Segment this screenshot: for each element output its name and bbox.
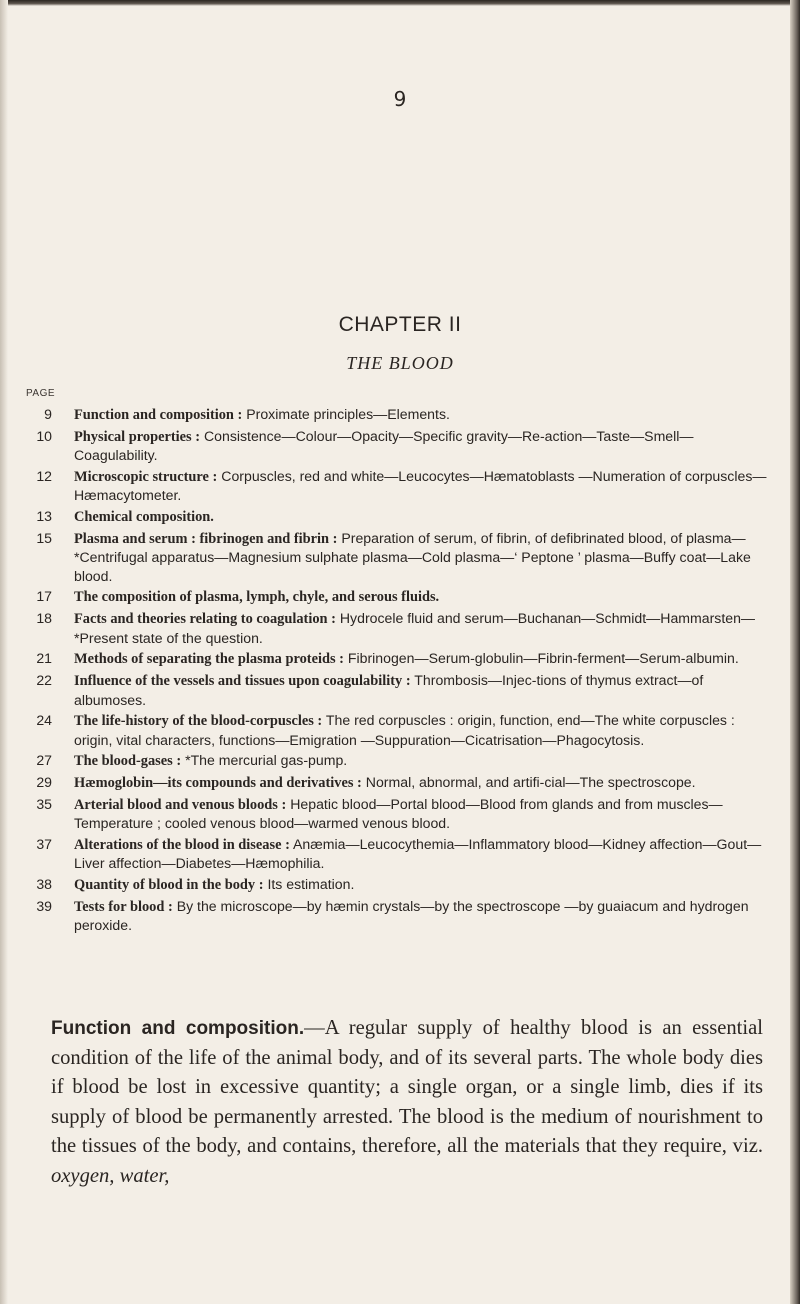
toc-entry-page: 27 bbox=[36, 752, 52, 769]
toc-entry-heading: Hæmoglobin—its compounds and derivatives : bbox=[74, 775, 362, 792]
paragraph-text: —A regular supply of healthy blood is an essential condition of the life of the animal body, and of its several parts. The whole body dies if blood be lost in excessive quantity; a single organ, or a single limb, dies if its supply of blood be permanently arrested. The blood is the medium of nourishment to the tissues of the body, and contains, therefore, all the materials that they require, viz. bbox=[51, 1017, 763, 1158]
toc-entry-heading: Methods of separating the plasma proteids : bbox=[74, 651, 344, 668]
body-paragraph bbox=[51, 1014, 763, 1192]
toc-entry-heading: The blood-gases : bbox=[74, 753, 182, 770]
toc-page-column-label: PAGE bbox=[26, 388, 56, 399]
chapter-title: CHAPTER II bbox=[338, 313, 462, 336]
toc-entry bbox=[30, 427, 770, 465]
paragraph-italic-text: oxygen, water, bbox=[51, 1164, 170, 1187]
toc-entry-text: Hydrocele fluid and serum—Buchanan—Schmidt—Hammarsten—*Present state of the question. bbox=[74, 610, 756, 646]
toc-entry-page: 29 bbox=[36, 774, 52, 791]
run-in-heading: Function and composition. bbox=[51, 1018, 305, 1039]
page-top-edge bbox=[0, 0, 800, 6]
toc-entry-text: Its estimation. bbox=[267, 876, 355, 893]
toc-entry bbox=[30, 711, 770, 749]
toc-entry-text: Consistence—Colour—Opacity—Specific gravity—Re-action—Taste—Smell—Coagulability. bbox=[74, 427, 694, 464]
toc-entry-text: Normal, abnormal, and artifi-cial—The spectroscope. bbox=[365, 774, 696, 791]
toc-entry-text: Hepatic blood—Portal blood—Blood from glands and from muscles—Temperature ; cooled venous blood—warmed venous blood. bbox=[74, 795, 723, 832]
toc-entry bbox=[30, 405, 770, 425]
toc-entry-heading: Microscopic structure : bbox=[74, 468, 218, 485]
toc-entry-heading: Facts and theories relating to coagulation : bbox=[74, 611, 336, 628]
toc-entry-page: 37 bbox=[36, 835, 52, 852]
toc-entry-page: 18 bbox=[36, 610, 52, 627]
toc-entry-page: 12 bbox=[36, 467, 52, 484]
toc-entry-page: 13 bbox=[36, 508, 52, 525]
toc-entry-text: Fibrinogen—Serum-globulin—Fibrin-ferment—Serum-albumin. bbox=[347, 650, 739, 667]
toc-entry-page: 22 bbox=[36, 672, 52, 688]
toc-entry-heading: Quantity of blood in the body : bbox=[74, 877, 264, 894]
page-left-edge bbox=[0, 0, 8, 1304]
toc-entry-heading: The composition of plasma, lymph, chyle, and serous fluids. bbox=[74, 589, 440, 606]
page-right-edge bbox=[790, 0, 800, 1304]
toc-entry bbox=[30, 467, 770, 505]
toc-entry-page: 38 bbox=[36, 876, 52, 893]
toc-entry bbox=[30, 671, 770, 709]
toc-entry-page: 10 bbox=[36, 427, 52, 444]
toc-entry-text: *The mercurial gas-pump. bbox=[185, 752, 348, 769]
toc-entry bbox=[30, 795, 770, 833]
toc-entry-page: 35 bbox=[36, 795, 52, 812]
toc-entry-text: By the microscope—by hæmin crystals—by the spectroscope —by guaiacum and hydrogen peroxide. bbox=[74, 897, 749, 934]
toc-entry-heading: Tests for blood : bbox=[74, 898, 173, 915]
toc-entry-page: 21 bbox=[36, 650, 52, 667]
toc-entry bbox=[30, 875, 770, 895]
toc-entry-heading: Alterations of the blood in disease : bbox=[74, 836, 290, 853]
toc-entry-page: 24 bbox=[36, 712, 52, 729]
toc-entry bbox=[30, 649, 770, 669]
toc-entry-heading: Chemical composition. bbox=[74, 509, 214, 526]
toc-entry-text: The red corpuscles : origin, function, end—The white corpuscles : origin, vital characters, functions—Emigration —Suppuration—Cicatrisation—Phagocytosis. bbox=[74, 712, 735, 748]
toc-entry bbox=[30, 587, 770, 607]
toc-entry bbox=[30, 751, 770, 771]
table-of-contents bbox=[30, 405, 770, 937]
toc-entry-page: 15 bbox=[36, 529, 52, 546]
toc-entry-text: Proximate principles—Elements. bbox=[246, 406, 450, 422]
toc-entry bbox=[30, 773, 770, 793]
toc-entry-page: 17 bbox=[36, 588, 52, 605]
toc-entry-heading: Arterial blood and venous bloods : bbox=[74, 796, 287, 813]
toc-entry-page: 39 bbox=[36, 897, 52, 914]
toc-entry-heading: Function and composition : bbox=[74, 407, 243, 423]
toc-entry-heading: Plasma and serum : fibrinogen and fibrin : bbox=[74, 530, 338, 547]
toc-entry bbox=[30, 835, 770, 873]
toc-entry-text: Preparation of serum, of fibrin, of defibrinated blood, of plasma—*Centrifugal apparatus—Magnesium sulphate plasma—Cold plasma—‘ Peptone ’ plasma—Buffy coat—Lake blood. bbox=[74, 529, 751, 584]
toc-entry bbox=[30, 529, 770, 586]
toc-entry-heading: Influence of the vessels and tissues upon coagulability : bbox=[74, 673, 411, 689]
toc-entry bbox=[30, 609, 770, 647]
toc-entry-text: Corpuscles, red and white—Leucocytes—Hæmatoblasts —Numeration of corpuscles—Hæmacytometer. bbox=[74, 467, 767, 504]
toc-entry-heading: Physical properties : bbox=[74, 428, 201, 445]
toc-entry-heading: The life-history of the blood-corpuscles : bbox=[74, 713, 323, 730]
toc-entry-page: 9 bbox=[44, 406, 52, 422]
toc-entry-text: Thrombosis—Injec-tions of thymus extract—of albumoses. bbox=[74, 672, 704, 708]
toc-entry bbox=[30, 507, 770, 527]
toc-entry-text: Anæmia—Leucocythemia—Inflammatory blood—Kidney affection—Gout—Liver affection—Diabetes—Hæmophilia. bbox=[74, 835, 762, 872]
chapter-subtitle: THE BLOOD bbox=[346, 353, 454, 373]
page-number: 9 bbox=[393, 87, 407, 111]
toc-entry bbox=[30, 897, 770, 935]
